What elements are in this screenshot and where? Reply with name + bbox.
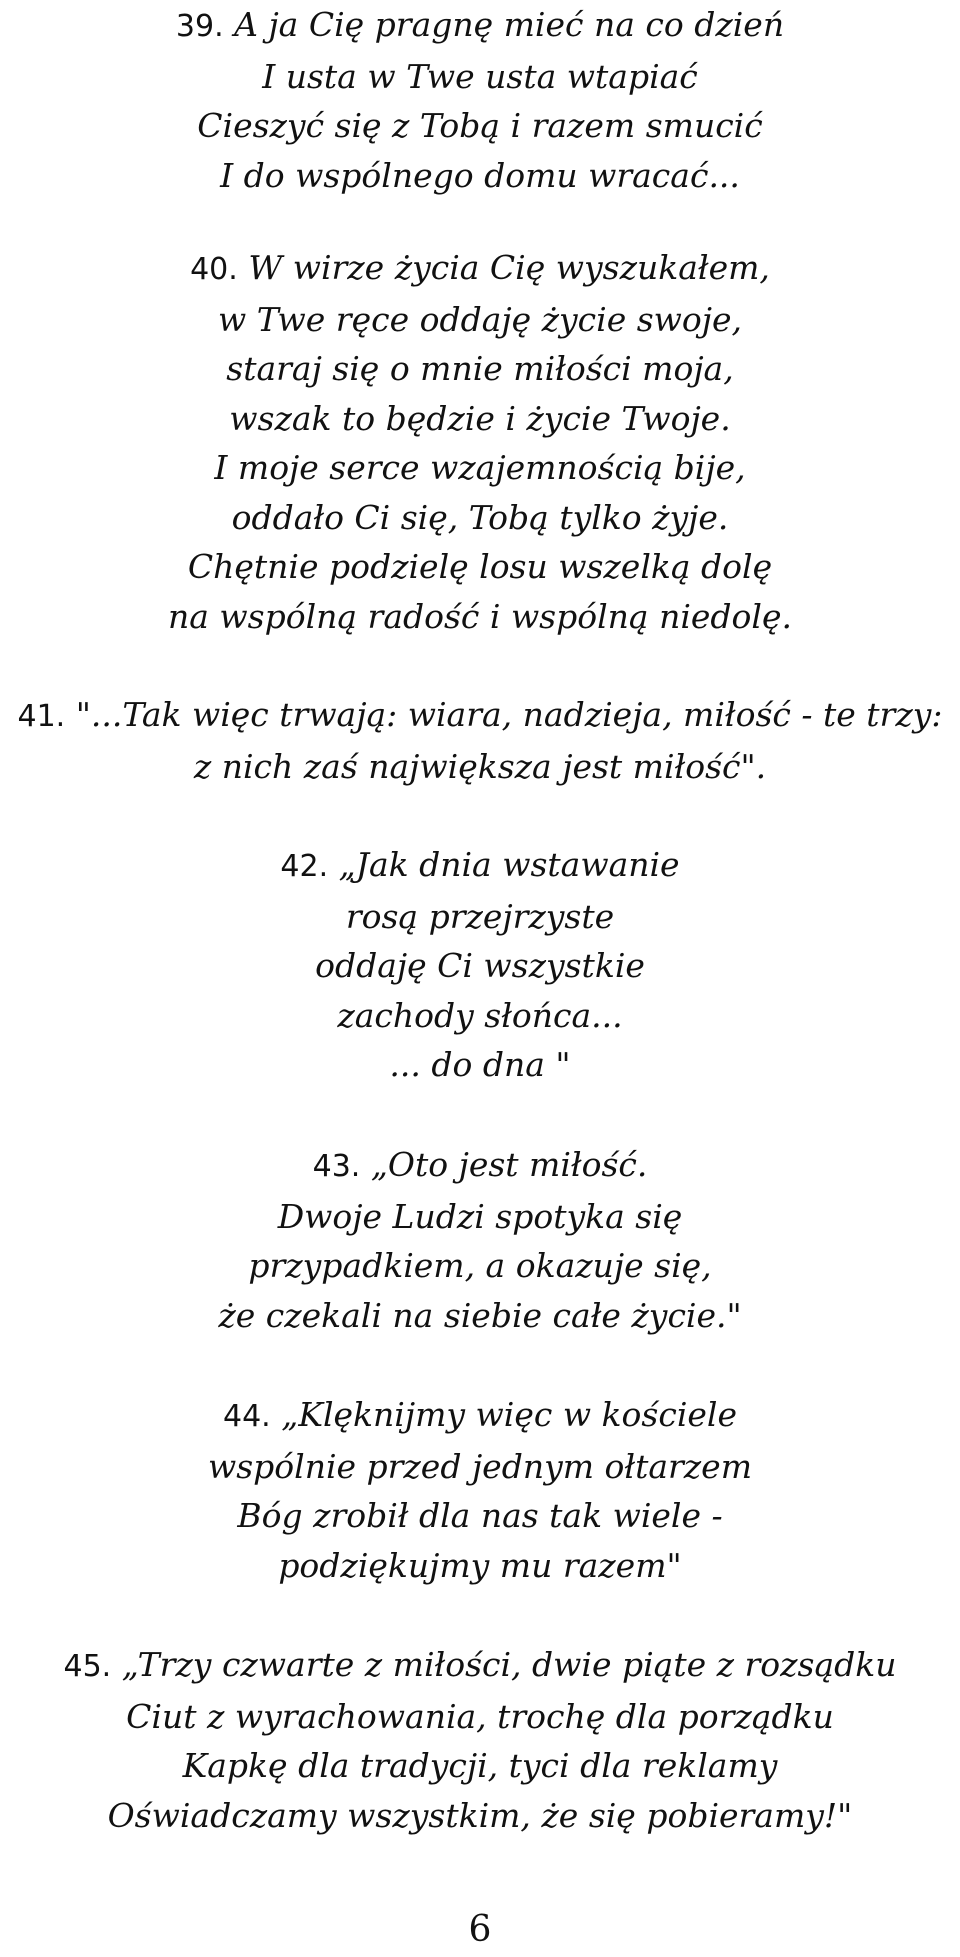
stanza-number: 44. xyxy=(223,1399,271,1434)
stanza-39 xyxy=(0,0,960,200)
stanza-line: I usta w Twe usta wtapiać xyxy=(262,56,698,96)
stanza-line: 40. W wirze życia Cię wyszukałem, xyxy=(190,248,770,287)
stanza-line: przypadkiem, a okazuje się, xyxy=(248,1246,712,1285)
stanza-line: 39. A ja Cię pragnę mieć na co dzień xyxy=(175,5,785,44)
stanza-line: 42. „Jak dnia wstawanie xyxy=(280,845,680,884)
stanza-line: I moje serce wzajemnością bije, xyxy=(214,448,746,487)
stanza-line: I do wspólnego domu wracać... xyxy=(220,155,740,195)
stanza-line: podziękujmy mu razem" xyxy=(278,1545,682,1585)
stanza-45 xyxy=(0,1640,960,1840)
stanza-line: rosą przejrzyste xyxy=(345,896,615,936)
stanza-line: Oświadczamy wszystkim, że się pobieramy!" xyxy=(107,1795,853,1835)
stanza-44 xyxy=(0,1390,960,1590)
stanza-number: 42. xyxy=(280,849,329,884)
stanza-line: w Twe ręce oddaję życie swoje, xyxy=(217,299,743,339)
stanza-40 xyxy=(0,243,960,641)
stanza-line: oddało Ci się, Tobą tylko żyje. xyxy=(231,497,729,537)
stanza-42 xyxy=(0,840,960,1090)
stanza-number: 40. xyxy=(190,252,238,287)
stanza-line: Dwoje Ludzi spotyka się xyxy=(277,1196,683,1236)
page-number: 6 xyxy=(468,1909,492,1950)
stanza-line: staraj się o mnie miłości moja, xyxy=(226,349,734,388)
stanza-line: Bóg zrobił dla nas tak wiele - xyxy=(237,1496,723,1535)
stanza-line: oddaję Ci wszystkie xyxy=(315,946,645,985)
stanza-number: 45. xyxy=(63,1649,112,1684)
stanza-line: 45. „Trzy czwarte z miłości, dwie piąte z rozsądku xyxy=(63,1645,897,1684)
stanza-line: ... do dna " xyxy=(389,1045,571,1084)
stanza-number: 41. xyxy=(17,699,66,734)
stanza-line: wspólnie przed jednym ołtarzem xyxy=(207,1446,753,1486)
stanza-41 xyxy=(0,690,960,791)
stanza-number: 43. xyxy=(312,1149,361,1184)
stanza-line: 44. „Klęknijmy więc w kościele xyxy=(223,1395,737,1434)
stanza-line: 43. „Oto jest miłość. xyxy=(312,1145,648,1184)
stanza-line: z nich zaś największa jest miłość". xyxy=(193,746,767,786)
stanza-43 xyxy=(0,1140,960,1340)
stanza-line: zachody słońca... xyxy=(337,995,623,1035)
stanza-line: Ciut z wyrachowania, trochę dla porządku xyxy=(126,1696,834,1736)
stanza-line: 41. "...Tak więc trwają: wiara, nadzieja, miłość - te trzy: xyxy=(17,695,943,734)
stanza-line: wszak to będzie i życie Twoje. xyxy=(229,398,731,438)
stanza-line: że czekali na siebie całe życie." xyxy=(218,1295,742,1335)
stanza-number: 39. xyxy=(175,9,224,44)
stanza-line: na wspólną radość i wspólną niedolę. xyxy=(167,596,792,636)
stanza-line: Chętnie podzielę losu wszelką dolę xyxy=(187,547,773,586)
stanza-line: Cieszyć się z Tobą i razem smucić xyxy=(197,106,763,145)
stanza-line: Kapkę dla tradycji, tyci dla reklamy xyxy=(182,1746,778,1785)
